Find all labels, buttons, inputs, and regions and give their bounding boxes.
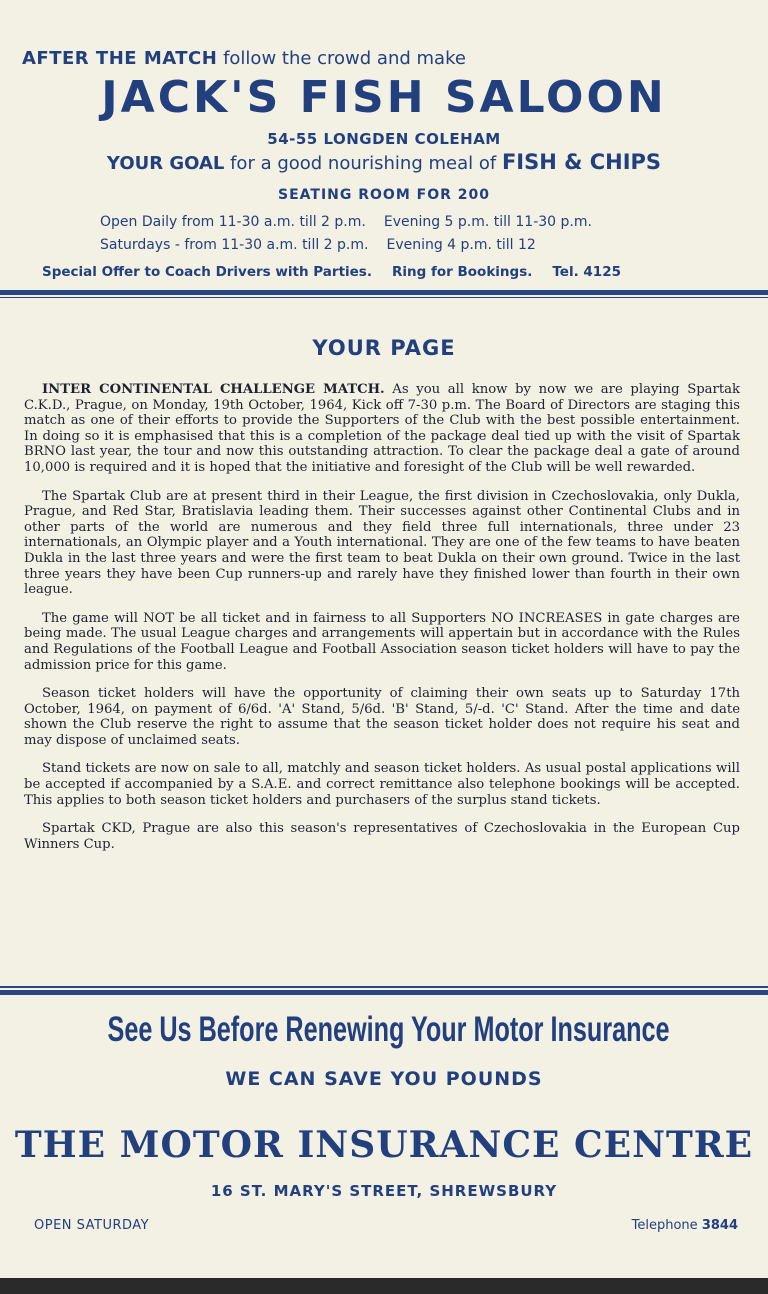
article-paragraph <box>24 382 740 476</box>
insurance-headline: See Us Before Renewing Your Motor Insurance <box>107 1010 670 1049</box>
hours-daily-evening: Evening 5 p.m. till 11-30 p.m. <box>383 214 592 230</box>
save-pounds-text: WE CAN SAVE YOU POUNDS <box>225 1068 543 1090</box>
telephone-label: Telephone <box>631 1218 698 1233</box>
divider-bottom-thin <box>0 986 768 988</box>
seating-capacity: SEATING ROOM FOR 200 <box>278 187 490 203</box>
paragraph-text: As you all know by now we are playing Spartak C.K.D., Prague, on Monday, 19th October, 1964, Kick off 7-30 p.m. The Board of Directors are staging this match as one of their efforts to provide the Supporters of the Club with the best possible entertainment. In doing so it is emphasised that this is a completion of the package deal tied up with the visit of Spartak BRNO last year, the tour and now this outstanding attraction. To clear the package deal a gate of around 10,000 is required and it is hoped that the initiative and foresight of the Club will be well rewarded. <box>24 382 741 475</box>
insurance-telephone <box>632 1218 738 1233</box>
divider-top <box>0 290 768 295</box>
advert-lead-line <box>22 48 466 69</box>
article-paragraph: Season ticket holders will have the opportunity of claiming their own seats up to Saturday 17th October, 1964, on payment of 6/6d. 'A' Stand, 5/6d. 'B' Stand, 5/-d. 'C' Stand. After the time and date shown the Club reserve the right to assume that the season ticket holder does not require his seat and may dispose of unclaimed seats. <box>24 686 740 748</box>
follow-crowd-text: follow the crowd and make <box>223 48 466 69</box>
page-edge-shadow <box>0 1278 768 1294</box>
article-paragraph: Stand tickets are now on sale to all, matchly and season ticket holders. As usual postal applications will be accepted if accompanied by a S.A.E. and correct remittance also telephone bookings will be accepted. This applies to both season ticket holders and purchasers of the surplus stand tickets. <box>24 761 740 808</box>
coach-offer-text: Special Offer to Coach Drivers with Parties. <box>42 264 372 280</box>
article-paragraph: The Spartak Club are at present third in their League, the first division in Czechoslovakia, only Dukla, Prague, and Red Star, Bratislavia leading them. Their successes against other Continental Clubs and in other parts of the world are numerous and they field three full internationals, three under 23 internationals, an Olympic player and a Youth international. They are one of the few teams to have beaten Dukla in the last three years and were the first team to beat Dukla on their own ground. Twice in the last three years they have been Cup runners-up and rarely have they finished lower than fourth in their own league. <box>24 488 740 598</box>
saloon-address: 54-55 LONGDEN COLEHAM <box>267 130 501 148</box>
insurance-company-name: THE MOTOR INSURANCE CENTRE <box>14 1124 754 1166</box>
nourishing-meal-text: for a good nourishing meal of <box>230 153 497 174</box>
hours-saturday <box>100 237 536 253</box>
telephone-number: 3844 <box>701 1218 738 1233</box>
article-body <box>24 382 740 865</box>
hours-daily <box>100 214 592 230</box>
hours-saturday-day: Saturdays - from 11-30 a.m. till 2 p.m. <box>100 237 369 253</box>
article-paragraph: Spartak CKD, Prague are also this season's representatives of Czechoslovakia in the European Cup Winners Cup. <box>24 821 740 852</box>
fish-saloon-advert <box>0 0 768 300</box>
your-goal-text: YOUR GOAL <box>106 153 225 174</box>
your-page-title: YOUR PAGE <box>312 336 456 360</box>
fish-chips-text: FISH & CHIPS <box>501 150 662 174</box>
divider-bottom <box>0 990 768 995</box>
goal-line <box>0 150 768 174</box>
open-saturday-text: OPEN SATURDAY <box>34 1218 150 1233</box>
saloon-name: JACK'S FISH SALOON <box>101 72 667 123</box>
saloon-telephone: Tel. 4125 <box>552 264 621 280</box>
coach-offer-line <box>42 264 621 280</box>
after-the-match-text: AFTER THE MATCH <box>22 48 218 69</box>
divider-top-thin <box>0 297 768 298</box>
match-heading: INTER CONTINENTAL CHALLENGE MATCH. <box>42 382 385 397</box>
hours-saturday-evening: Evening 4 p.m. till 12 <box>386 237 536 253</box>
hours-daily-day: Open Daily from 11-30 a.m. till 2 p.m. <box>100 214 366 230</box>
bookings-text: Ring for Bookings. <box>391 264 533 280</box>
insurance-address: 16 ST. MARY'S STREET, SHREWSBURY <box>210 1182 558 1200</box>
article-paragraph: The game will NOT be all ticket and in fairness to all Supporters NO INCREASES in gate charges are being made. The usual League charges and arrangements will appertain but in accordance with the Rules and Regulations of the Football League and Football Association season ticket holders will have to pay the admission price for this game. <box>24 610 740 673</box>
